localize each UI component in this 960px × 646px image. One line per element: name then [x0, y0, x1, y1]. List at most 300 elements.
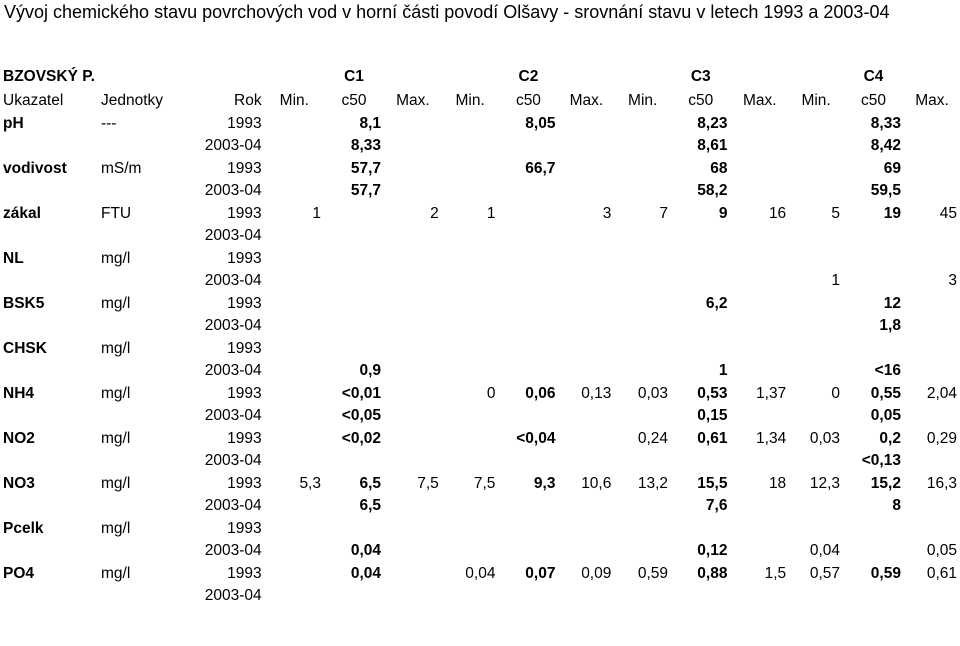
- header-min: Min.: [628, 92, 658, 110]
- value-cell: 0,61: [926, 564, 957, 582]
- value-cell: 8,1: [359, 114, 382, 132]
- year-cell: 2003-04: [204, 362, 262, 380]
- value-cell: 59,5: [870, 182, 901, 200]
- value-cell: <0,04: [516, 429, 556, 447]
- value-cell: 8: [892, 497, 901, 515]
- value-cell: [558, 270, 614, 293]
- indicator-cell: [0, 315, 98, 338]
- indicator-cell: BSK5: [3, 294, 45, 312]
- value-cell: [384, 135, 442, 158]
- value-cell: [904, 360, 960, 383]
- unit-cell: ---: [100, 114, 117, 132]
- value-cell: 0,24: [637, 429, 668, 447]
- value-cell: [498, 540, 558, 563]
- header-max: Max.: [396, 92, 430, 110]
- table-row: [0, 270, 960, 293]
- value-cell: [671, 518, 730, 541]
- value-cell: [730, 225, 789, 248]
- value-cell: [904, 248, 960, 271]
- value-cell: [614, 338, 671, 361]
- value-cell: 0,12: [697, 542, 728, 560]
- value-cell: 0,05: [926, 542, 957, 560]
- table-row: [0, 135, 960, 158]
- value-cell: [558, 315, 614, 338]
- year-cell: 1993: [227, 159, 262, 177]
- value-cell: [843, 540, 904, 563]
- indicator-cell: [0, 450, 98, 473]
- value-cell: 69: [883, 159, 901, 177]
- value-cell: [265, 270, 324, 293]
- table-row: [0, 203, 960, 226]
- value-cell: [904, 225, 960, 248]
- value-cell: [498, 338, 558, 361]
- value-cell: [442, 225, 499, 248]
- value-cell: [384, 113, 442, 136]
- value-cell: [558, 495, 614, 518]
- group-header-c4: C4: [863, 68, 884, 85]
- indicator-cell: vodivost: [3, 159, 67, 177]
- value-cell: [730, 315, 789, 338]
- value-cell: [384, 383, 442, 406]
- value-cell: [558, 360, 614, 383]
- value-cell: 10,6: [581, 474, 612, 492]
- value-cell: 1: [486, 204, 496, 222]
- value-cell: 1: [831, 272, 841, 290]
- value-cell: 0,55: [870, 384, 901, 402]
- value-cell: 8,33: [350, 137, 382, 155]
- value-cell: [265, 405, 324, 428]
- value-cell: [614, 585, 671, 608]
- indicator-cell: [0, 270, 98, 293]
- value-cell: [904, 180, 960, 203]
- value-cell: [384, 495, 442, 518]
- value-cell: [904, 338, 960, 361]
- value-cell: [498, 405, 558, 428]
- value-cell: [730, 360, 789, 383]
- indicator-cell: [0, 405, 98, 428]
- value-cell: [614, 158, 671, 181]
- header-min: Min.: [455, 92, 485, 110]
- unit-cell: [98, 495, 192, 518]
- indicator-cell: [0, 540, 98, 563]
- unit-cell: mg/l: [100, 519, 131, 537]
- value-cell: [265, 248, 324, 271]
- value-cell: 12: [883, 294, 901, 312]
- station-row: [0, 64, 960, 90]
- value-cell: [614, 225, 671, 248]
- indicator-cell: [0, 135, 98, 158]
- value-cell: [384, 428, 442, 451]
- year-cell: 2003-04: [204, 272, 262, 290]
- value-cell: [789, 495, 843, 518]
- year-cell: 2003-04: [204, 182, 262, 200]
- value-cell: [789, 180, 843, 203]
- value-cell: 45: [939, 204, 957, 222]
- value-cell: [789, 248, 843, 271]
- unit-cell: FTU: [100, 204, 132, 222]
- table-row: [0, 473, 960, 496]
- indicator-cell: NL: [3, 249, 24, 267]
- value-cell: <0,05: [341, 407, 382, 425]
- value-cell: [843, 270, 904, 293]
- value-cell: [384, 338, 442, 361]
- indicator-cell: NO3: [3, 474, 35, 492]
- value-cell: [442, 518, 499, 541]
- value-cell: [614, 270, 671, 293]
- group-header-c1: C1: [344, 68, 364, 85]
- indicator-cell: [0, 180, 98, 203]
- value-cell: [789, 360, 843, 383]
- value-cell: 13,2: [637, 474, 668, 492]
- station-name: BZOVSKÝ P.: [3, 68, 95, 85]
- group-header-c3: C3: [690, 68, 711, 85]
- value-cell: 7,5: [473, 474, 496, 492]
- value-cell: [904, 158, 960, 181]
- value-cell: [730, 135, 789, 158]
- unit-cell: [98, 405, 192, 428]
- page-title: Vývoj chemického stavu povrchových vod v horní části povodí Olšavy - srovnání stavu v letech 1993 a 2003-04: [4, 2, 890, 22]
- value-cell: 0,57: [809, 564, 841, 582]
- value-cell: [558, 585, 614, 608]
- value-cell: 1,34: [756, 429, 787, 447]
- value-cell: [558, 248, 614, 271]
- value-cell: [789, 113, 843, 136]
- value-cell: 1,8: [879, 317, 901, 335]
- table-row: [0, 338, 960, 361]
- value-cell: [614, 360, 671, 383]
- value-cell: [843, 518, 904, 541]
- year-cell: 1993: [227, 249, 262, 267]
- value-cell: [558, 450, 614, 473]
- value-cell: [442, 113, 499, 136]
- value-cell: [498, 203, 558, 226]
- value-cell: [558, 158, 614, 181]
- value-cell: [671, 315, 730, 338]
- value-cell: 0,05: [870, 407, 901, 425]
- value-cell: [498, 360, 558, 383]
- value-cell: [558, 540, 614, 563]
- value-cell: [789, 518, 843, 541]
- value-cell: 3: [602, 204, 612, 222]
- value-cell: [498, 518, 558, 541]
- value-cell: 1,37: [756, 384, 787, 402]
- table-row: [0, 585, 960, 608]
- value-cell: [384, 563, 442, 586]
- header-c50: c50: [341, 92, 367, 110]
- unit-cell: mS/m: [100, 159, 142, 177]
- value-cell: [671, 225, 730, 248]
- value-cell: [558, 518, 614, 541]
- value-cell: [384, 585, 442, 608]
- value-cell: <16: [874, 362, 901, 380]
- value-cell: [265, 293, 324, 316]
- value-cell: [558, 135, 614, 158]
- value-cell: [442, 158, 499, 181]
- value-cell: [614, 540, 671, 563]
- value-cell: 8,42: [870, 137, 901, 155]
- value-cell: 68: [710, 159, 728, 177]
- value-cell: [789, 225, 843, 248]
- unit-cell: [98, 540, 192, 563]
- value-cell: 2: [430, 204, 439, 222]
- header-unit: Jednotky: [100, 92, 164, 110]
- year-cell: 1993: [227, 114, 262, 132]
- value-cell: [730, 113, 789, 136]
- value-cell: 0,04: [465, 564, 496, 582]
- value-cell: [614, 518, 671, 541]
- table-row: [0, 360, 960, 383]
- value-cell: 58,2: [697, 182, 728, 200]
- value-cell: 0,59: [870, 564, 901, 582]
- year-cell: 2003-04: [204, 137, 262, 155]
- value-cell: [265, 383, 324, 406]
- value-cell: 0,13: [581, 384, 612, 402]
- value-cell: [442, 450, 499, 473]
- value-cell: [730, 585, 789, 608]
- value-cell: [671, 450, 730, 473]
- value-cell: 3: [948, 272, 957, 290]
- value-cell: [442, 248, 499, 271]
- unit-cell: [98, 225, 192, 248]
- header-c50: c50: [860, 92, 886, 110]
- value-cell: 2,04: [926, 384, 957, 402]
- value-cell: [558, 405, 614, 428]
- value-cell: [265, 518, 324, 541]
- value-cell: [384, 360, 442, 383]
- value-cell: [442, 293, 499, 316]
- value-cell: [324, 225, 384, 248]
- table-row: [0, 315, 960, 338]
- value-cell: [498, 135, 558, 158]
- value-cell: [904, 585, 960, 608]
- value-cell: [265, 495, 324, 518]
- value-cell: 16: [768, 204, 787, 222]
- header-max: Max.: [743, 92, 777, 110]
- value-cell: [384, 270, 442, 293]
- value-cell: 0,04: [350, 564, 382, 582]
- unit-cell: mg/l: [100, 339, 131, 357]
- value-cell: [843, 585, 904, 608]
- value-cell: [558, 338, 614, 361]
- value-cell: 7,6: [705, 497, 728, 515]
- column-header-row: [0, 90, 960, 113]
- year-cell: 2003-04: [204, 227, 262, 245]
- table-row: [0, 450, 960, 473]
- year-cell: 2003-04: [204, 587, 262, 605]
- value-cell: [558, 180, 614, 203]
- value-cell: <0,02: [341, 429, 382, 447]
- value-cell: [265, 540, 324, 563]
- value-cell: [614, 293, 671, 316]
- value-cell: [324, 203, 384, 226]
- value-cell: [789, 315, 843, 338]
- value-cell: [442, 495, 499, 518]
- value-cell: <0,13: [861, 452, 901, 470]
- table-row: [0, 113, 960, 136]
- value-cell: [498, 248, 558, 271]
- year-cell: 2003-04: [204, 407, 262, 425]
- value-cell: [904, 113, 960, 136]
- value-cell: [384, 225, 442, 248]
- value-cell: [730, 180, 789, 203]
- value-cell: 15,5: [697, 474, 728, 492]
- value-cell: 1: [312, 204, 321, 222]
- value-cell: [324, 450, 384, 473]
- year-cell: 1993: [227, 204, 262, 222]
- value-cell: [789, 135, 843, 158]
- value-cell: [442, 315, 499, 338]
- value-cell: [904, 293, 960, 316]
- value-cell: [614, 135, 671, 158]
- value-cell: [442, 585, 499, 608]
- indicator-cell: CHSK: [3, 339, 47, 357]
- year-cell: 1993: [227, 474, 262, 492]
- value-cell: [442, 180, 499, 203]
- year-cell: 1993: [227, 519, 262, 537]
- value-cell: [384, 180, 442, 203]
- value-cell: [671, 270, 730, 293]
- table-row: [0, 383, 960, 406]
- table-row: [0, 428, 960, 451]
- header-max: Max.: [915, 92, 949, 110]
- value-cell: [324, 518, 384, 541]
- value-cell: 0,59: [637, 564, 668, 582]
- table-row: [0, 563, 960, 586]
- value-cell: [789, 158, 843, 181]
- table-body: [0, 64, 960, 608]
- value-cell: 0: [831, 384, 841, 402]
- table-row: [0, 225, 960, 248]
- value-cell: [498, 293, 558, 316]
- indicator-cell: zákal: [3, 204, 41, 222]
- value-cell: [614, 315, 671, 338]
- table-row: [0, 495, 960, 518]
- value-cell: [498, 180, 558, 203]
- value-cell: [614, 248, 671, 271]
- header-year: Rok: [234, 92, 262, 110]
- value-cell: [614, 405, 671, 428]
- value-cell: <0,01: [341, 384, 382, 402]
- value-cell: 0,15: [697, 407, 728, 425]
- value-cell: [384, 405, 442, 428]
- value-cell: [730, 338, 789, 361]
- value-cell: [789, 293, 843, 316]
- value-cell: [614, 180, 671, 203]
- year-cell: 2003-04: [204, 542, 262, 560]
- value-cell: [614, 450, 671, 473]
- value-cell: [498, 270, 558, 293]
- table-row: [0, 158, 960, 181]
- value-cell: [442, 405, 499, 428]
- unit-cell: mg/l: [100, 249, 131, 267]
- unit-cell: mg/l: [100, 429, 131, 447]
- value-cell: [730, 405, 789, 428]
- value-cell: [671, 248, 730, 271]
- value-cell: 0,53: [697, 384, 728, 402]
- header-c50: c50: [688, 92, 714, 110]
- value-cell: 0,03: [809, 429, 841, 447]
- value-cell: [384, 315, 442, 338]
- value-cell: 0,04: [809, 542, 841, 560]
- year-cell: 2003-04: [204, 497, 262, 515]
- value-cell: [324, 248, 384, 271]
- unit-cell: [98, 450, 192, 473]
- unit-cell: mg/l: [100, 294, 131, 312]
- value-cell: [265, 225, 324, 248]
- value-cell: 18: [768, 474, 787, 492]
- water-quality-table: [0, 64, 960, 608]
- value-cell: [904, 518, 960, 541]
- value-cell: [265, 180, 324, 203]
- value-cell: [730, 518, 789, 541]
- value-cell: [442, 360, 499, 383]
- indicator-cell: Pcelk: [3, 519, 44, 537]
- value-cell: [904, 315, 960, 338]
- value-cell: 0: [486, 384, 496, 402]
- value-cell: [843, 225, 904, 248]
- table-row: [0, 248, 960, 271]
- indicator-cell: [0, 225, 98, 248]
- indicator-cell: PO4: [3, 564, 35, 582]
- unit-cell: [98, 315, 192, 338]
- indicator-cell: NH4: [3, 384, 35, 402]
- value-cell: [904, 450, 960, 473]
- value-cell: 0,29: [926, 429, 957, 447]
- value-cell: 66,7: [525, 159, 556, 177]
- value-cell: 0,09: [581, 564, 612, 582]
- value-cell: 15,2: [870, 474, 901, 492]
- value-cell: [265, 135, 324, 158]
- value-cell: 19: [883, 204, 901, 222]
- value-cell: [789, 338, 843, 361]
- value-cell: [498, 585, 558, 608]
- value-cell: [324, 315, 384, 338]
- indicator-cell: [0, 360, 98, 383]
- value-cell: 7,5: [417, 474, 439, 492]
- year-cell: 1993: [227, 339, 262, 357]
- value-cell: 9: [718, 204, 728, 222]
- value-cell: [324, 293, 384, 316]
- indicator-cell: NO2: [3, 429, 35, 447]
- value-cell: [384, 158, 442, 181]
- value-cell: [498, 450, 558, 473]
- value-cell: 8,61: [697, 137, 728, 155]
- value-cell: [558, 293, 614, 316]
- value-cell: [558, 113, 614, 136]
- value-cell: 1: [718, 362, 728, 380]
- year-cell: 1993: [227, 429, 262, 447]
- value-cell: [324, 585, 384, 608]
- value-cell: [384, 518, 442, 541]
- table-row: [0, 405, 960, 428]
- unit-cell: [98, 585, 192, 608]
- value-cell: 8,33: [870, 114, 901, 132]
- value-cell: 6,5: [359, 474, 382, 492]
- unit-cell: [98, 270, 192, 293]
- value-cell: [498, 315, 558, 338]
- header-indicator: Ukazatel: [3, 92, 64, 110]
- value-cell: 6,5: [359, 497, 382, 515]
- value-cell: [904, 135, 960, 158]
- value-cell: [384, 248, 442, 271]
- value-cell: [671, 585, 730, 608]
- value-cell: 5,3: [299, 474, 321, 492]
- value-cell: [730, 248, 789, 271]
- value-cell: 1,5: [764, 564, 787, 582]
- unit-cell: [98, 360, 192, 383]
- value-cell: [730, 270, 789, 293]
- group-header-c2: C2: [518, 68, 539, 85]
